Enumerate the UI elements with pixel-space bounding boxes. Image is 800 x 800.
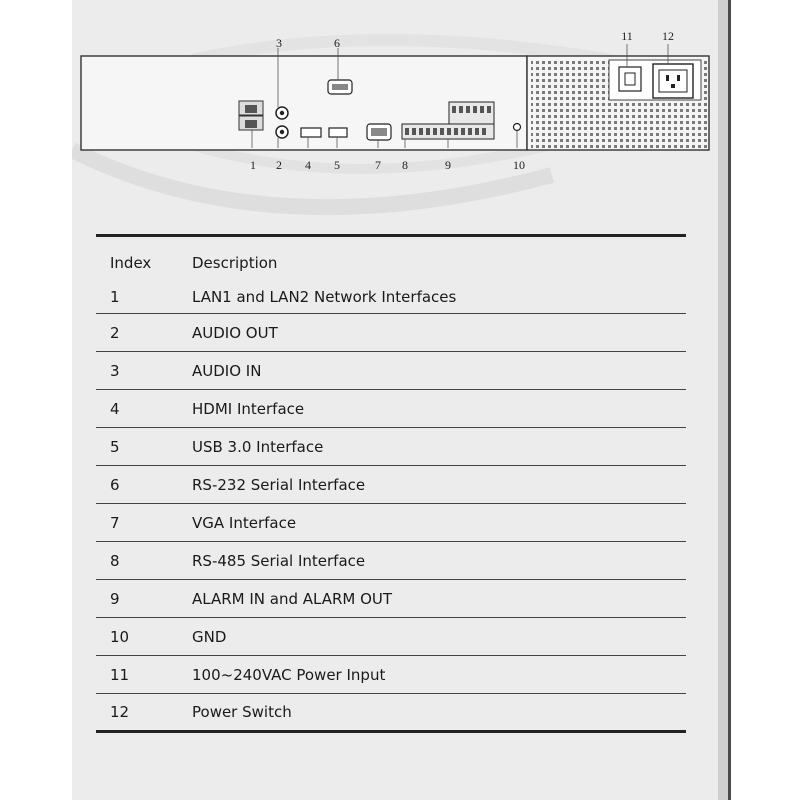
callout-7: 7 — [375, 158, 381, 172]
row-index: 6 — [110, 475, 120, 494]
power-switch-icon — [619, 67, 641, 91]
row-description: LAN1 and LAN2 Network Interfaces — [192, 287, 457, 306]
callout-6: 6 — [334, 36, 340, 50]
callout-11: 11 — [621, 29, 633, 43]
row-index: 1 — [110, 287, 120, 306]
callout-9: 9 — [445, 158, 451, 172]
page-edge-shadow — [718, 0, 728, 800]
rear-panel-diagram — [79, 30, 711, 175]
table-row — [96, 466, 686, 504]
table-row — [96, 281, 686, 314]
row-description: USB 3.0 Interface — [192, 437, 324, 456]
row-index: 3 — [110, 361, 120, 380]
row-description: RS-232 Serial Interface — [192, 475, 366, 494]
row-index: 4 — [110, 399, 120, 418]
row-description: VGA Interface — [192, 513, 297, 532]
gnd-terminal-icon — [514, 124, 521, 131]
callout-12: 12 — [662, 29, 674, 43]
row-description: AUDIO OUT — [192, 323, 278, 342]
table-row — [96, 580, 686, 618]
row-index: 10 — [110, 627, 130, 646]
callout-10: 10 — [513, 158, 525, 172]
callout-4: 4 — [305, 158, 311, 172]
row-index: 8 — [110, 551, 120, 570]
row-index: 12 — [110, 703, 130, 721]
header-index: Index — [110, 253, 152, 272]
table-row — [96, 314, 686, 352]
row-description: GND — [192, 627, 227, 646]
hdmi-port-icon — [301, 128, 321, 137]
table-row — [96, 428, 686, 466]
usb-port-icon — [329, 128, 347, 137]
row-index: 2 — [110, 323, 120, 342]
table-row — [96, 352, 686, 390]
row-description: ALARM IN and ALARM OUT — [192, 589, 393, 608]
row-description: AUDIO IN — [192, 361, 262, 380]
table-row — [96, 542, 686, 580]
row-description: 100~240VAC Power Input — [192, 665, 386, 684]
table-row — [96, 694, 686, 732]
row-index: 9 — [110, 589, 120, 608]
row-index: 5 — [110, 437, 120, 456]
document-page — [72, 0, 718, 800]
page-edge-line — [728, 0, 731, 800]
row-description: HDMI Interface — [192, 399, 305, 418]
row-description: Power Switch — [192, 703, 292, 721]
callout-1: 1 — [250, 158, 256, 172]
row-index: 7 — [110, 513, 120, 532]
table-row — [96, 618, 686, 656]
table-row — [96, 390, 686, 428]
callout-5: 5 — [334, 158, 340, 172]
interface-table — [96, 234, 686, 733]
table-header-row — [96, 236, 686, 281]
table-row — [96, 656, 686, 694]
callout-8: 8 — [402, 158, 408, 172]
row-index: 11 — [110, 665, 130, 684]
table-row — [96, 504, 686, 542]
callout-2: 2 — [276, 158, 282, 172]
callout-3: 3 — [276, 36, 282, 50]
row-description: RS-485 Serial Interface — [192, 551, 366, 570]
header-description: Description — [192, 253, 278, 272]
